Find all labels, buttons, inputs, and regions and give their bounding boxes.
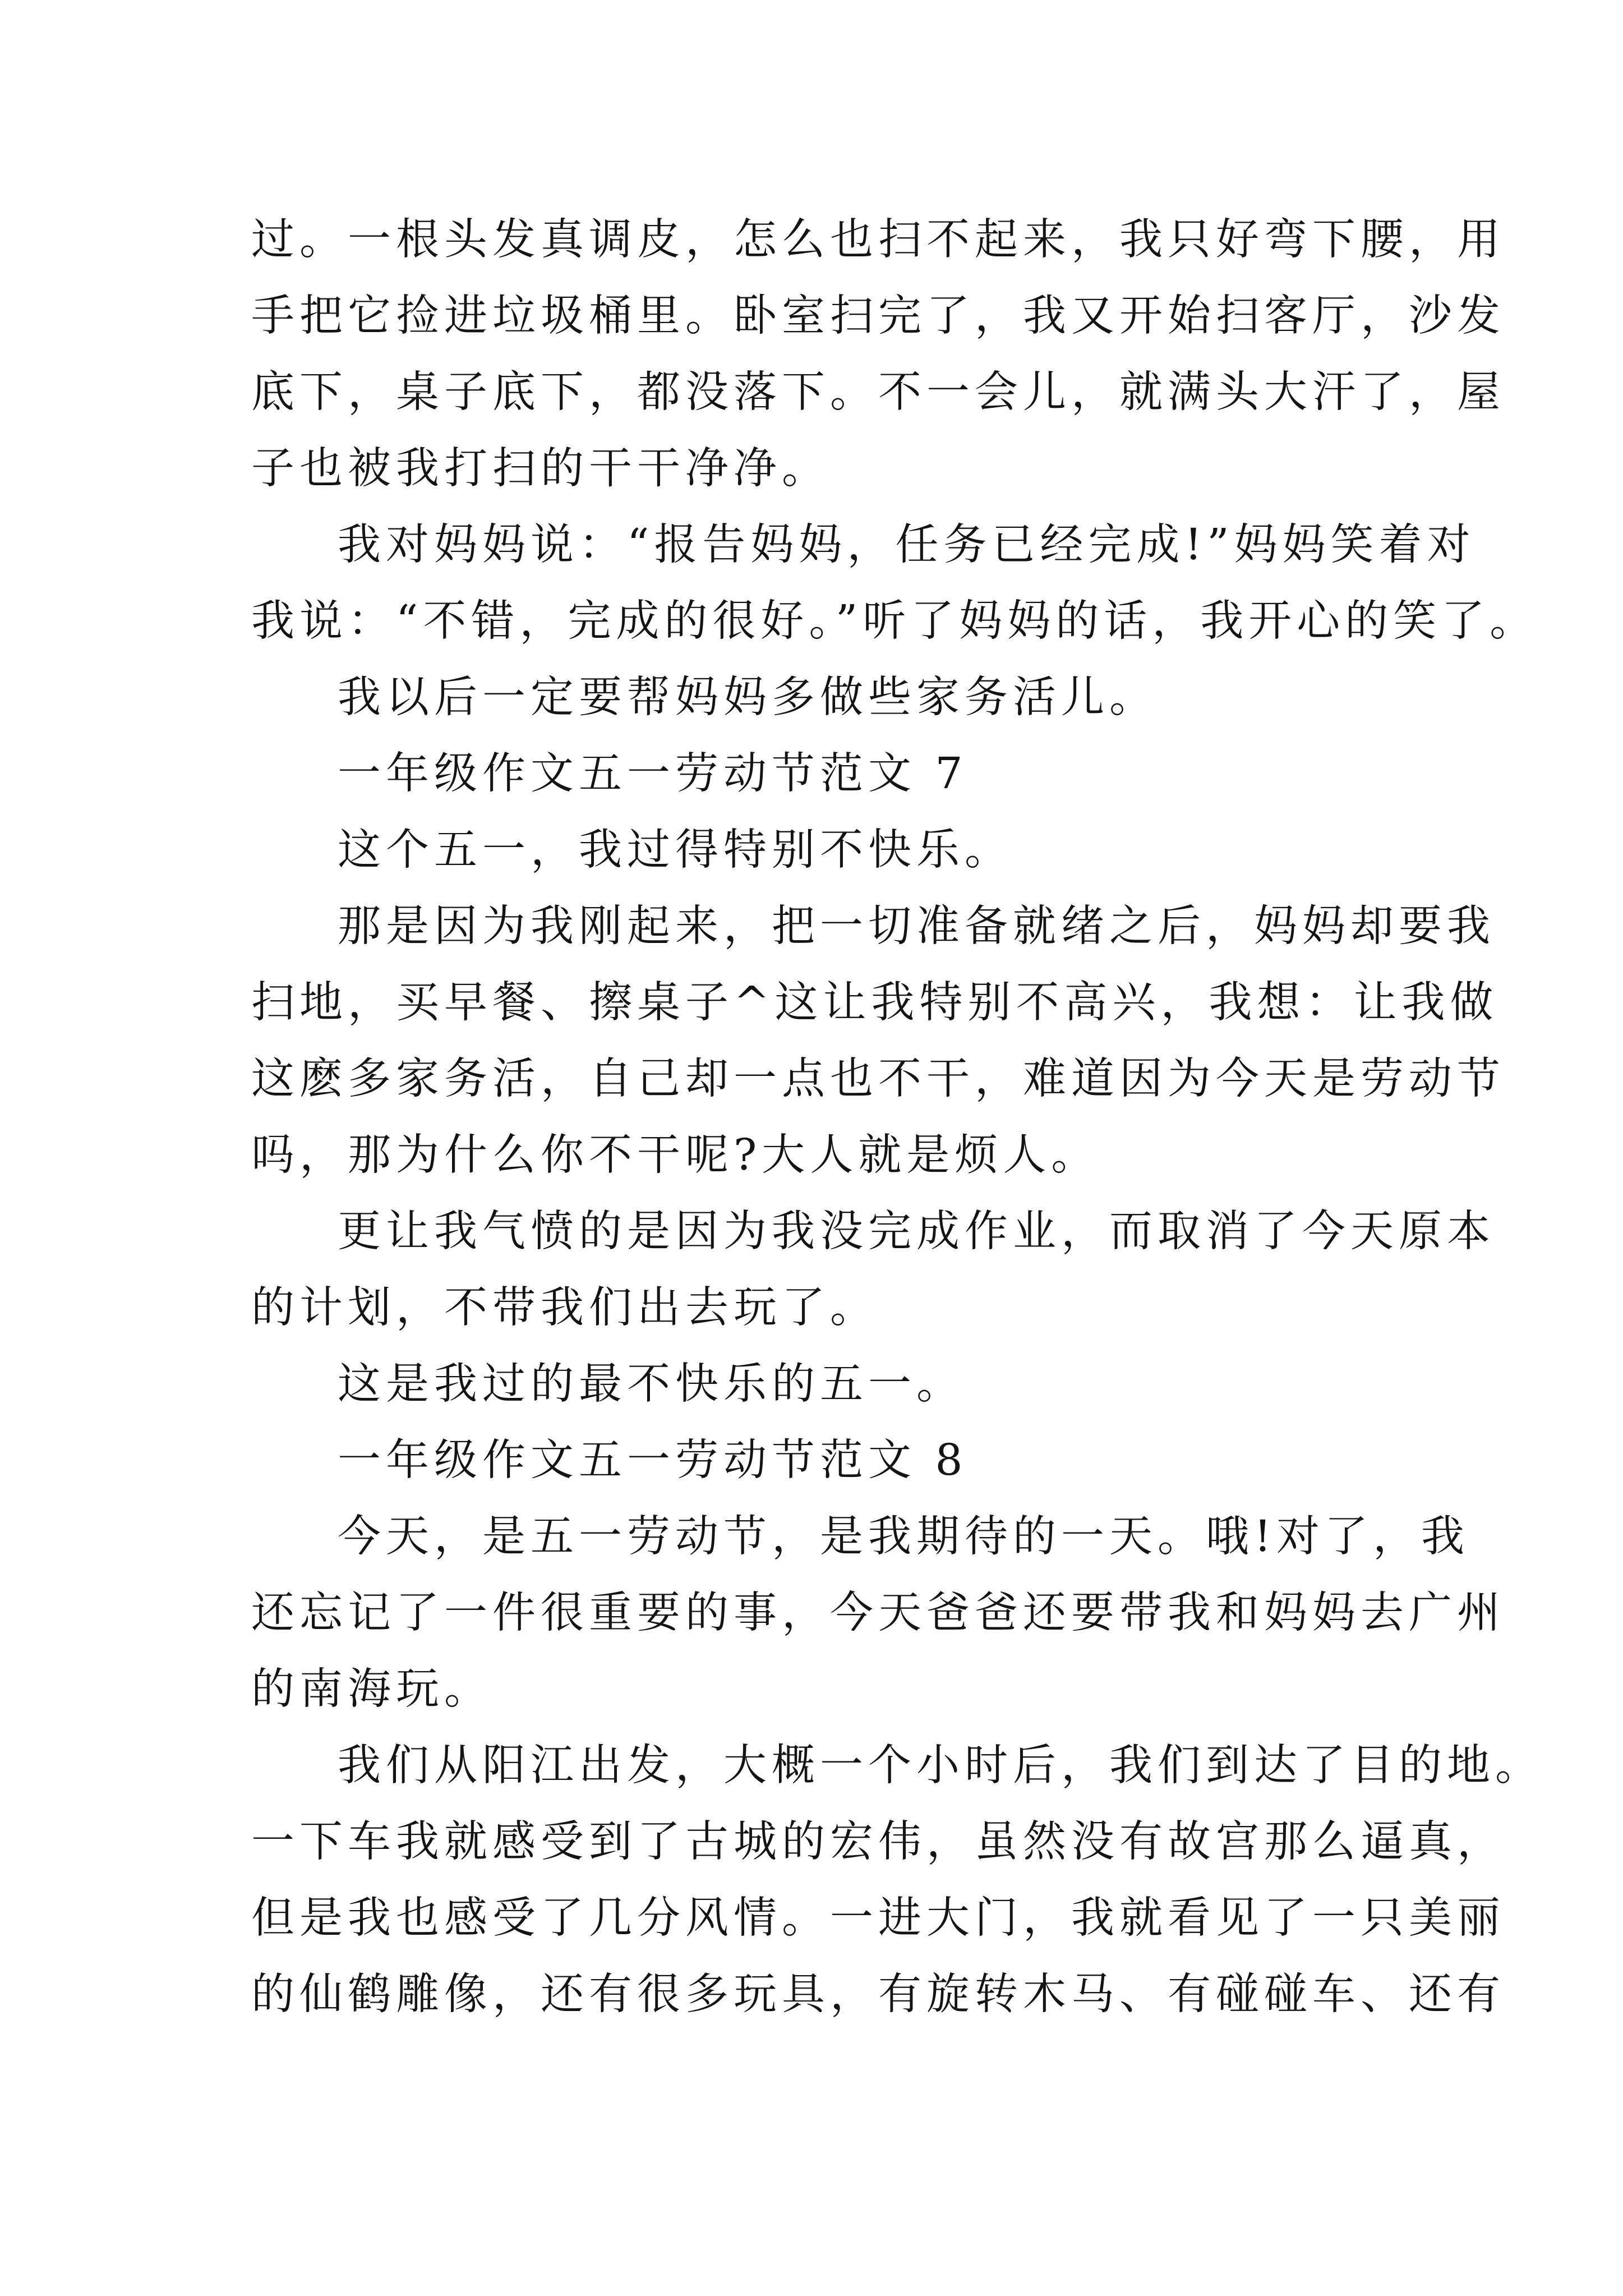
text-line: 手把它捡进垃圾桶里。卧室扫完了，我又开始扫客厅，沙发 — [251, 291, 1505, 341]
text-line: 子也被我打扫的干干净净。 — [251, 444, 830, 494]
paragraph-start-line: 我以后一定要帮妈妈多做些家务活儿。 — [338, 673, 1158, 723]
text-line: 扫地，买早餐、擦桌子^这让我特别不高兴，我想：让我做 — [251, 978, 1498, 1028]
text-line: 的仙鹤雕像，还有很多玩具，有旋转木马、有碰碰车、还有 — [251, 1970, 1505, 2019]
body-text — [251, 202, 1543, 2033]
text-line: 吗，那为什么你不干呢?大人就是烦人。 — [251, 1130, 1100, 1180]
paragraph-start-line: 那是因为我刚起来，把一切准备就绪之后，妈妈却要我 — [338, 901, 1495, 951]
paragraph-start-line: 这个五一，我过得特别不快乐。 — [338, 825, 1013, 875]
paragraph-start-line: 这是我过的最不快乐的五一。 — [338, 1359, 965, 1409]
text-line: 底下，桌子底下，都没落下。不一会儿，就满头大汗了，屋 — [251, 367, 1505, 417]
paragraph-start-line: 今天，是五一劳动节，是我期待的一天。哦!对了，我 — [338, 1512, 1469, 1562]
section-heading: 一年级作文五一劳动节范文 7 — [338, 749, 968, 799]
paragraph-start-line: 我们从阳江出发，大概一个小时后，我们到达了目的地。 — [338, 1741, 1543, 1791]
text-line: 我说：“不错，完成的很好。”听了妈妈的话，我开心的笑了。 — [251, 596, 1538, 646]
paragraph-start-line: 我对妈妈说：“报告妈妈，任务已经完成!”妈妈笑着对 — [338, 520, 1476, 570]
text-line: 这麽多家务活，自己却一点也不干，难道因为今天是劳动节 — [251, 1054, 1505, 1104]
text-line: 一下车我就感受到了古城的宏伟，虽然没有故宫那么逼真， — [251, 1817, 1505, 1867]
paragraph-start-line: 更让我气愤的是因为我没完成作业，而取消了今天原本 — [338, 1207, 1495, 1257]
text-line: 但是我也感受了几分风情。一进大门，我就看见了一只美丽 — [251, 1893, 1505, 1943]
text-line: 过。一根头发真调皮，怎么也扫不起来，我只好弯下腰，用 — [251, 215, 1505, 265]
text-line: 的计划，不带我们出去玩了。 — [251, 1283, 878, 1333]
section-heading: 一年级作文五一劳动节范文 8 — [338, 1435, 968, 1485]
text-line: 的南海玩。 — [251, 1664, 492, 1714]
text-line: 还忘记了一件很重要的事，今天爸爸还要带我和妈妈去广州 — [251, 1588, 1505, 1638]
